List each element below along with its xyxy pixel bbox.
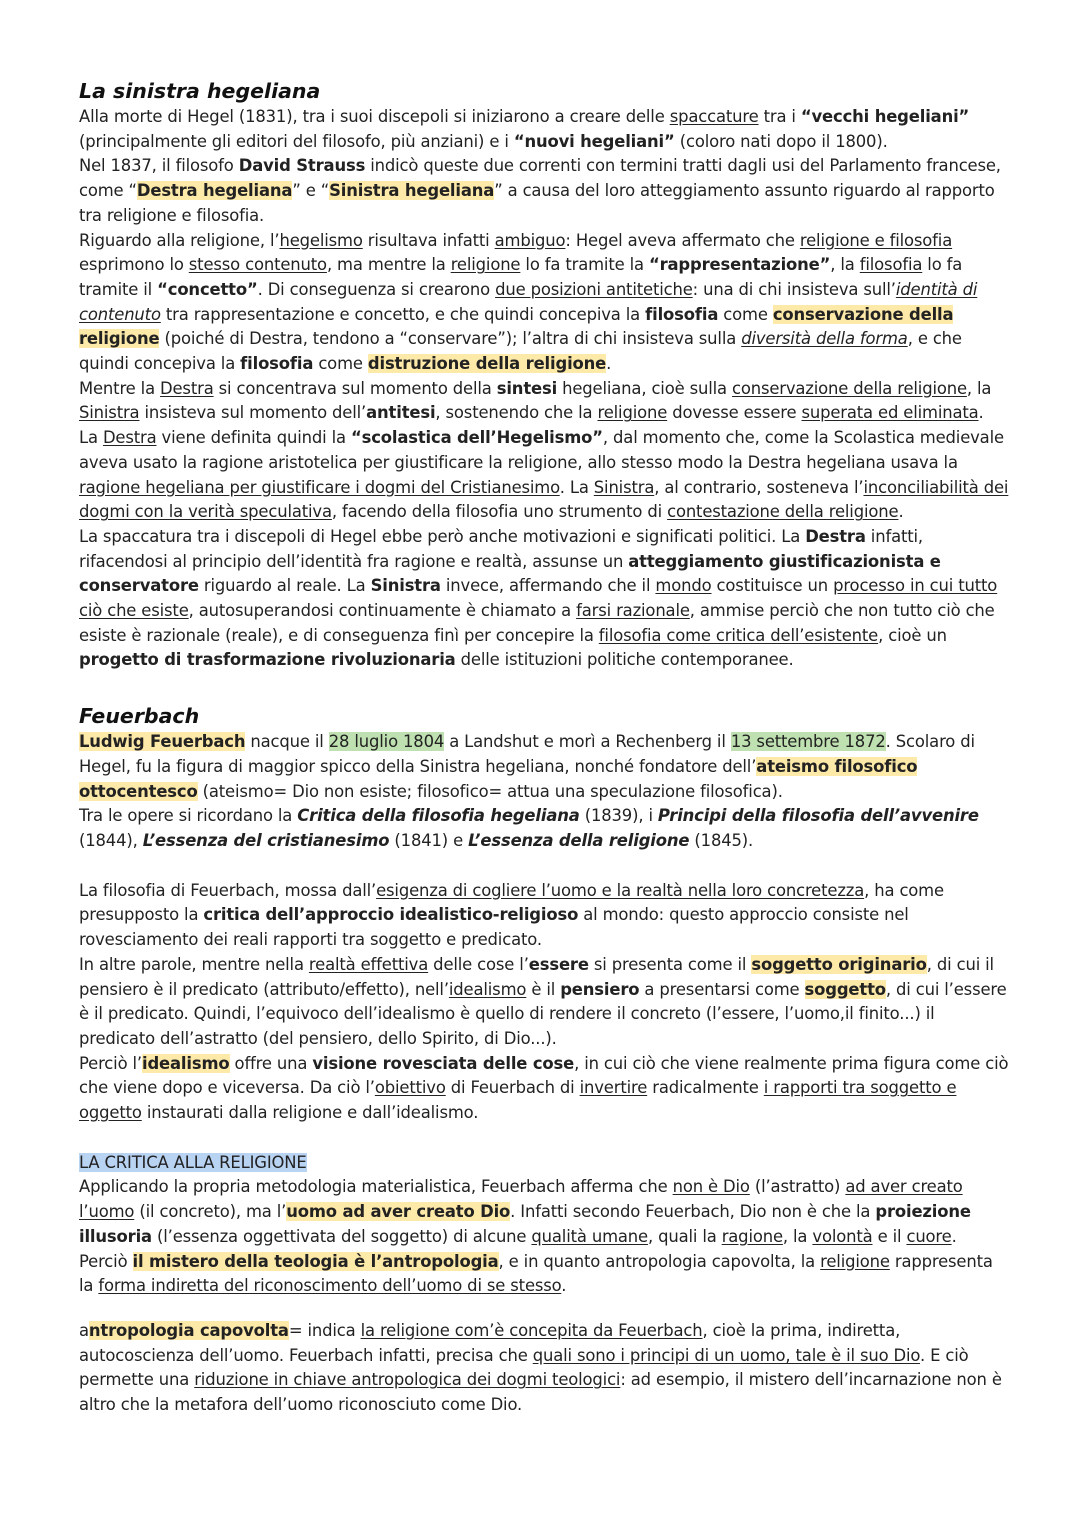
- text: al mondo: questo approccio consiste nel rovesciamento dei reali rapporti tra soggetto e predicato.: [79, 905, 909, 950]
- spacer: [79, 1126, 1009, 1151]
- text: . Di conseguenza si crearono: [257, 279, 496, 299]
- text: a Landshut e morì a Rechenberg il: [444, 732, 731, 752]
- section-title-sinistra-hegeliana: La sinistra hegeliana: [79, 79, 321, 103]
- paragraph: [79, 377, 1009, 426]
- underlined-text: esigenza di cogliere l’uomo e la realtà nella loro concretezza: [376, 880, 865, 900]
- bold-text: critica dell’approccio idealistico-religioso: [203, 905, 579, 925]
- bold-text: “scolastica dell’Hegelismo”: [350, 428, 603, 448]
- paragraph: [79, 229, 1009, 377]
- text: , la: [782, 1226, 813, 1246]
- text: . Infatti secondo Feuerbach, Dio non è che la: [510, 1202, 876, 1222]
- text: riguardo al reale. La: [198, 576, 371, 596]
- text: a presentarsi come: [639, 979, 805, 999]
- text: .: [561, 1276, 567, 1296]
- bold-text: filosofia: [645, 304, 719, 324]
- text: , cioè la prima, indiretta, autocoscienza dell’uomo. Feuerbach infatti, precisa che: [79, 1320, 901, 1365]
- underlined-text: conservazione della religione: [731, 378, 967, 398]
- text: (poiché di Destra, tendono a “conservare”); l’altra di chi insisteva sulla: [159, 329, 742, 349]
- text: Perciò l’: [79, 1053, 142, 1073]
- date-highlight: 13 settembre 1872: [730, 732, 886, 752]
- bold-text: atteggiamento giustificazionista e conservatore: [79, 551, 941, 596]
- underlined-text: Sinistra: [79, 403, 140, 423]
- text: , al contrario, sosteneva l’: [654, 477, 864, 497]
- underlined-text: due posizioni antitetiche: [495, 279, 693, 299]
- text: ” e “: [292, 181, 330, 201]
- text: si concentrava sul momento della: [213, 378, 497, 398]
- text: , cioè un: [878, 625, 947, 645]
- underlined-text: processo in cui tutto ciò che esiste: [79, 576, 998, 621]
- text: , autosuperandosi continuamente è chiamato a: [188, 601, 577, 621]
- bold-text: proiezione illusoria: [79, 1202, 971, 1246]
- bold-text: “concetto”: [157, 279, 258, 299]
- text: , la: [966, 378, 992, 398]
- underlined-text: non è Dio: [672, 1177, 750, 1197]
- underlined-text: religione: [597, 403, 668, 423]
- underlined-text: Destra: [102, 428, 157, 448]
- text: (1845).: [689, 830, 754, 850]
- text: = indica: [288, 1320, 361, 1340]
- text: tra i: [758, 107, 801, 126]
- text: , in cui ciò che viene realmente prima figura come ciò che viene dopo e viceversa. Da ciò l’: [79, 1053, 1009, 1098]
- text: costituisce un: [711, 576, 834, 596]
- text: a: [79, 1320, 89, 1340]
- text: nacque il: [245, 732, 329, 752]
- underlined-text: qualità umane: [531, 1226, 648, 1246]
- underlined-text: religione: [820, 1251, 890, 1271]
- subheading-critica-religione: [79, 1151, 1009, 1176]
- underlined-text: ragione: [721, 1226, 783, 1246]
- bold-text: Sinistra: [370, 576, 441, 596]
- text: lo fa tramite il: [79, 255, 963, 299]
- text: , sostenendo che la: [435, 403, 598, 423]
- highlighted-text: distruzione della religione: [367, 354, 607, 374]
- text: (1844),: [79, 830, 143, 850]
- paragraph: [79, 1250, 1009, 1299]
- underlined-text: spaccature: [669, 107, 759, 126]
- highlighted-text: soggetto: [804, 979, 886, 999]
- text: invece, affermando che il: [440, 576, 656, 596]
- text: (principalmente gli editori del filosofo, più anziani) e i: [79, 131, 514, 151]
- underlined-text: invertire: [579, 1078, 648, 1098]
- paragraph: [79, 154, 1009, 228]
- underlined-text: filosofia: [859, 255, 923, 275]
- text: La filosofia di Feuerbach, mossa dall’: [79, 880, 377, 900]
- text: come: [313, 354, 368, 374]
- text: , e in quanto antropologia capovolta, la: [498, 1251, 821, 1271]
- underlined-text: filosofia come critica dell’esistente: [598, 625, 879, 645]
- text: : Hegel aveva affermato che: [565, 230, 800, 250]
- underlined-text: contestazione della religione: [667, 502, 899, 522]
- document-page: [79, 78, 1009, 1418]
- bold-text: “vecchi hegeliani”: [800, 107, 970, 126]
- highlighted-text: conservazione della religione: [79, 304, 954, 349]
- text: , la: [830, 255, 860, 275]
- text: hegeliana, cioè sulla: [557, 378, 732, 398]
- bold-text: filosofia: [240, 354, 314, 374]
- text: .: [951, 1226, 957, 1246]
- text: (1839), i: [579, 806, 658, 826]
- text: , e che quindi concepiva la: [79, 329, 962, 374]
- text: ” a causa del loro atteggiamento assunto riguardo al rapporto tra religione e filosofia.: [79, 181, 995, 225]
- text: , ammise perciò che non tutto ciò che esiste è razionale (reale), e di conseguenza finì per concepire la: [79, 601, 995, 645]
- text: delle istituzioni politiche contemporanee.: [455, 650, 794, 670]
- bold-text: sintesi: [496, 378, 558, 398]
- highlighted-text: ateismo filosofico ottocentesco: [79, 756, 918, 801]
- underlined-text: realtà effettiva: [308, 954, 429, 974]
- text: di Feuerbach di: [445, 1078, 580, 1098]
- text: si presenta come il: [588, 954, 752, 974]
- italic-underlined-text: identità di contenuto: [79, 279, 978, 324]
- paragraph: [79, 730, 1009, 804]
- text: e il: [872, 1226, 907, 1246]
- bold-text: progetto di trasformazione rivoluzionaria: [79, 650, 456, 670]
- text: La spaccatura tra i discepoli di Hegel ebbe però anche motivazioni e significati politici. La: [79, 526, 806, 546]
- underlined-text: i rapporti tra soggetto e oggetto: [79, 1078, 957, 1123]
- underlined-text: ragione hegeliana per giustificare i dogmi del Cristianesimo: [79, 477, 560, 497]
- text: (il concreto), ma l’: [134, 1202, 287, 1222]
- text: , quali la: [647, 1226, 722, 1246]
- text: (l’essenza oggettivata del soggetto) di alcune: [151, 1226, 532, 1246]
- text: , di cui il pensiero è il predicato (attributo/effetto), nell’: [79, 954, 994, 999]
- text: La: [79, 428, 103, 448]
- text: Alla morte di Hegel (1831), tra i suoi discepoli si iniziarono a creare delle: [79, 107, 670, 126]
- text: Perciò: [79, 1251, 133, 1271]
- paragraph: [79, 1052, 1009, 1126]
- text: , ha come presupposto la: [79, 880, 944, 925]
- text: dovesse essere: [667, 403, 802, 423]
- text: . E ciò permette una: [79, 1345, 969, 1390]
- section-title-feuerbach: Feuerbach: [79, 704, 200, 729]
- text: : ad esempio, il mistero dell’incarnazione non è altro che la metafora dell’uomo riconosciuto come Dio.: [79, 1370, 1002, 1415]
- highlighted-text: soggetto originario: [751, 954, 927, 974]
- text: Mentre la: [79, 378, 161, 398]
- highlighted-text: Destra hegeliana: [136, 181, 293, 201]
- underlined-text: cuore: [906, 1226, 952, 1246]
- underlined-text: la religione com’è concepita da Feuerbach: [360, 1320, 703, 1340]
- text: è il: [526, 979, 561, 999]
- text: offre una: [229, 1053, 313, 1073]
- text: infatti, rifacendosi al principio dell’identità fra ragione e realtà, assunse un: [79, 526, 923, 571]
- text: radicalmente: [647, 1078, 764, 1098]
- underlined-text: superata ed eliminata: [801, 403, 979, 423]
- work-title: L’essenza della religione: [468, 830, 690, 850]
- highlighted-text: idealismo: [141, 1053, 230, 1073]
- text: (l’astratto): [749, 1177, 846, 1197]
- bold-text: “nuovi hegeliani”: [513, 131, 675, 151]
- text: (ateismo= Dio non esiste; filosofico= attua una speculazione filosofica).: [197, 781, 783, 801]
- paragraph: [79, 1319, 1009, 1418]
- bold-text: Destra: [805, 526, 866, 546]
- paragraph: [79, 525, 1009, 673]
- text: . La: [559, 477, 594, 497]
- paragraph: [79, 804, 1009, 853]
- highlighted-text: Ludwig Feuerbach: [79, 732, 246, 752]
- spacer: [79, 854, 1009, 879]
- text: esprimono lo: [79, 255, 189, 275]
- text: rappresenta la: [79, 1251, 993, 1296]
- underlined-text: volontà: [812, 1226, 873, 1246]
- underlined-text: mondo: [655, 576, 712, 596]
- paragraph: [79, 879, 1009, 953]
- underlined-text: quali sono i principi di un uomo, tale è il suo Dio: [532, 1345, 920, 1365]
- text: .: [898, 502, 904, 522]
- underlined-text: farsi razionale: [576, 601, 690, 621]
- bold-text: visione rovesciata delle cose: [312, 1053, 575, 1073]
- text: viene definita quindi la: [156, 428, 351, 448]
- text: Tra le opere si ricordano la: [79, 806, 298, 826]
- underlined-text: ambiguo: [494, 230, 566, 250]
- bold-text: pensiero: [560, 979, 640, 999]
- underlined-text: riduzione in chiave antropologica dei dogmi teologici: [194, 1370, 621, 1390]
- text: .: [606, 354, 612, 374]
- text: , ma mentre la: [326, 255, 451, 275]
- paragraph: [79, 953, 1009, 1052]
- highlighted-heading: LA CRITICA ALLA RELIGIONE: [79, 1152, 307, 1172]
- text: insisteva sul momento dell’: [139, 403, 367, 423]
- text: Applicando la propria metodologia materialistica, Feuerbach afferma che: [79, 1177, 673, 1197]
- underlined-text: stesso contenuto: [188, 255, 327, 275]
- paragraph: [79, 426, 1009, 525]
- text: instaurati dalla religione e dall’idealismo.: [141, 1103, 479, 1123]
- text: come: [718, 304, 773, 324]
- spacer: [79, 1299, 1009, 1319]
- underlined-text: hegelismo: [279, 230, 363, 250]
- text: (coloro nati dopo il 1800).: [674, 131, 888, 151]
- text: lo fa tramite la: [520, 255, 649, 275]
- paragraph: [79, 105, 1009, 154]
- date-highlight: 28 luglio 1804: [328, 732, 445, 752]
- text: delle cose l’: [428, 954, 529, 974]
- underlined-text: idealismo: [448, 979, 527, 999]
- text: Riguardo alla religione, l’: [79, 230, 280, 250]
- bold-text: essere: [528, 954, 589, 974]
- paragraph: [79, 1175, 1009, 1249]
- text: , di cui l’essere è il predicato. Quindi, l’equivoco dell’idealismo è quello di rendere il concreto (l’essere, l’uomo,il finito...) il predicato dell’astratto (del pensiero, dello Spirito, di Dio...).: [79, 979, 1007, 1048]
- underlined-text: Destra: [160, 378, 214, 398]
- highlighted-text: ntropologia capovolta: [88, 1320, 289, 1340]
- text: , facendo della filosofia uno strumento di: [331, 502, 668, 522]
- underlined-text: inconciliabilità dei dogmi con la verità speculativa: [79, 477, 1009, 522]
- spacer: [79, 673, 1009, 703]
- underlined-text: ad aver creato l’uomo: [79, 1177, 963, 1222]
- text: , dal momento che, come la Scolastica medievale aveva usato la ragione aristotelica per giustificare la religione, allo stesso modo la Destra hegeliana usava la: [79, 428, 1004, 472]
- highlighted-text: Sinistra hegeliana: [329, 181, 495, 201]
- underlined-text: religione e filosofia: [799, 230, 953, 250]
- text: Nel 1837, il filosofo: [79, 156, 239, 176]
- work-title: Critica della filosofia hegeliana: [297, 806, 580, 826]
- text: tra rappresentazione e concetto, e che quindi concepiva la: [160, 304, 646, 324]
- text: In altre parole, mentre nella: [79, 954, 309, 974]
- italic-underlined-text: diversità della forma: [741, 329, 908, 349]
- bold-text: “rappresentazione”: [648, 255, 831, 275]
- bold-text: antitesi: [366, 403, 436, 423]
- underlined-text: obiettivo: [374, 1078, 446, 1098]
- work-title: L’essenza del cristianesimo: [142, 830, 390, 850]
- underlined-text: forma indiretta del riconoscimento dell’uomo di se stesso: [98, 1276, 562, 1296]
- text: indicò queste due correnti con termini tratti dagli usi del Parlamento francese, come “: [79, 156, 1001, 201]
- text: : una di chi insisteva sull’: [692, 279, 896, 299]
- work-title: Principi della filosofia dell’avvenire: [657, 806, 979, 826]
- text: .: [978, 403, 984, 423]
- underlined-text: religione: [450, 255, 521, 275]
- text: . Scolaro di Hegel, fu la figura di maggior spicco della Sinistra hegeliana, nonché fondatore dell’: [79, 732, 975, 776]
- bold-text: David Strauss: [238, 156, 366, 176]
- text: risultava infatti: [362, 230, 495, 250]
- highlighted-text: uomo ad aver creato Dio: [286, 1202, 511, 1222]
- underlined-text: Sinistra: [593, 477, 655, 497]
- highlighted-text: il mistero della teologia è l’antropologia: [132, 1251, 499, 1271]
- text: (1841) e: [389, 830, 469, 850]
